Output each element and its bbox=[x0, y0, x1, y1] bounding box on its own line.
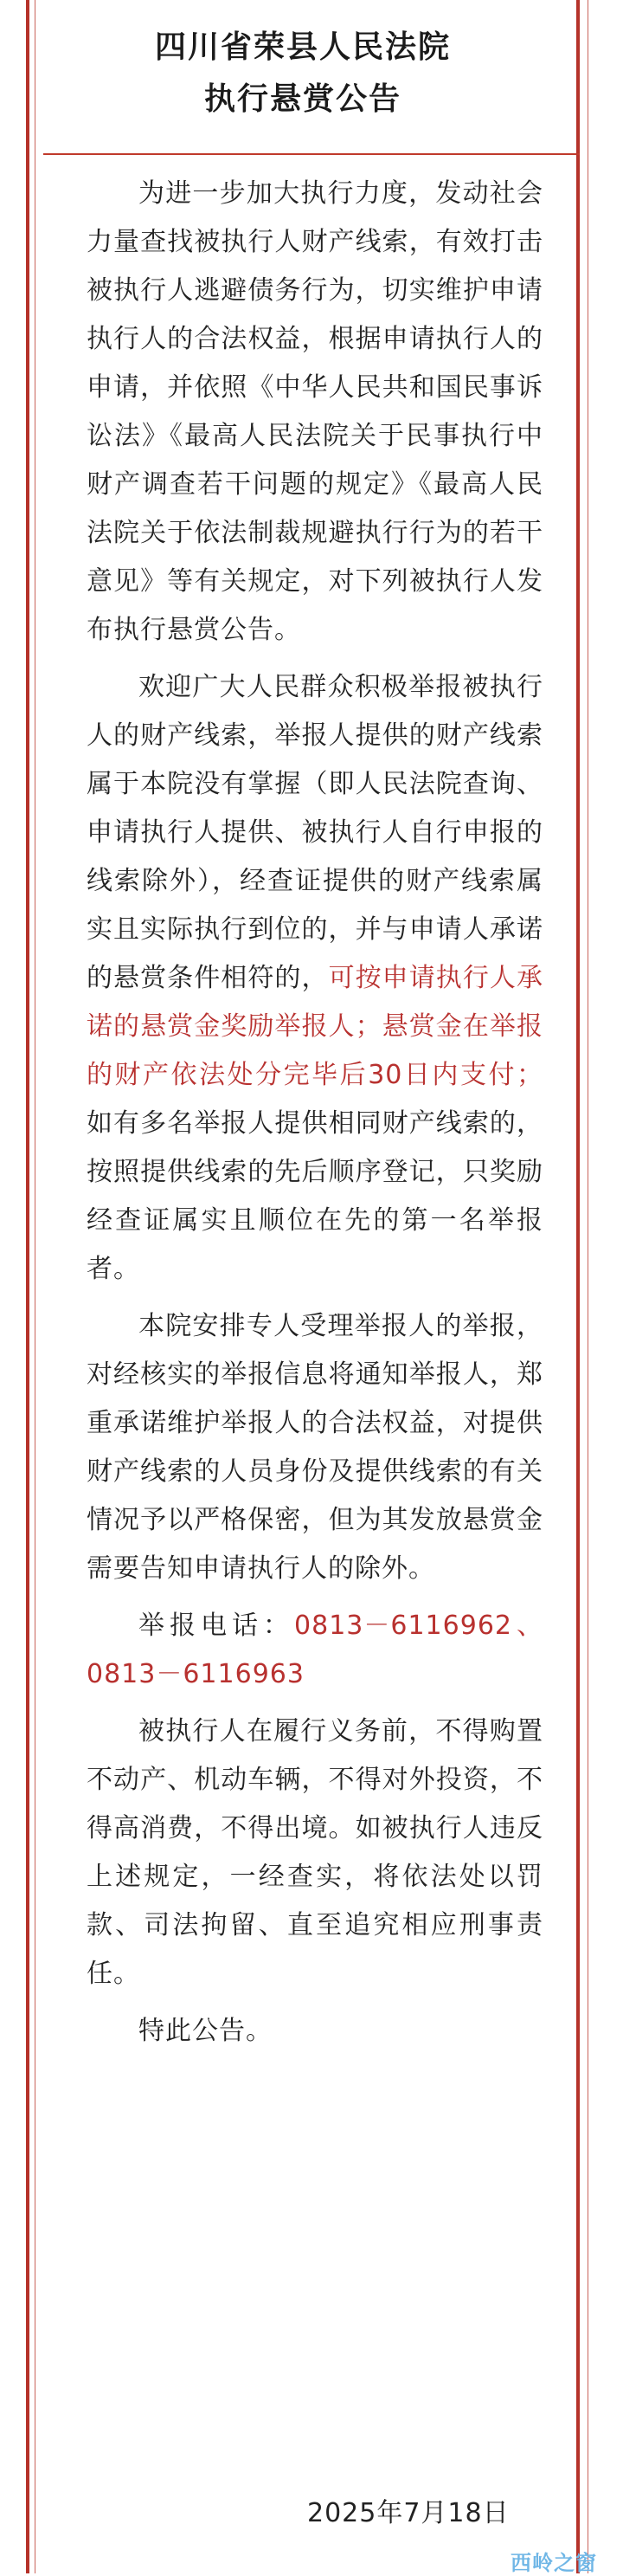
reward-text-part1: 欢迎广大人民群众积极举报被执行人的财产线索，举报人提供的财产线索属于本院没有掌握（即人民法院查询、申请执行人提供、被执行人自行申报的线索除外），经查证提供的财产线索属实且实际执行到位的，并与申请人承诺的悬赏条件相符的， bbox=[87, 672, 543, 993]
court-name-title: 四川省荣县人民法院 bbox=[154, 29, 451, 65]
notice-header bbox=[26, 0, 580, 154]
phone-label: 举报电话： bbox=[138, 1611, 295, 1641]
paragraph-intro: 为进一步加大执行力度，发动社会力量查找被执行人财产线索，有效打击被执行人逃避债务行为，切实维护申请执行人的合法权益，根据申请执行人的申请，并依照《中华人民共和国民事诉讼法》《最高人民法院关于民事执行中财产调查若干问题的规定》《最高人民法院关于依法制裁规避执行行为的若干意见》等有关规定，对下列被执行人发布执行悬赏公告。 bbox=[87, 178, 543, 645]
paragraph-confidentiality: 本院安排专人受理举报人的举报，对经核实的举报信息将通知举报人，郑重承诺维护举报人的合法权益，对提供财产线索的人员身份及提供线索的有关情况予以严格保密，但为其发放悬赏金需要告知申请执行人的除外。 bbox=[87, 1311, 543, 1584]
paragraph-reward bbox=[87, 663, 543, 1294]
source-watermark: 西岭之窗 bbox=[511, 2551, 597, 2575]
paragraph-phone bbox=[87, 1602, 543, 1699]
header-divider bbox=[43, 153, 580, 155]
paragraph-restrictions: 被执行人在履行义务前，不得购置不动产、机动车辆，不得对外投资，不得高消费，不得出境。如被执行人违反上述规定，一经查实，将依法处以罚款、司法拘留、直至追究相应刑事责任。 bbox=[87, 1716, 543, 1989]
notice-date: 2025年7月18日 bbox=[307, 2498, 510, 2528]
reward-text-part2: 如有多名举报人提供相同财产线索的，按照提供线索的先后顺序登记，只奖励经查证属实且顺位在先的第一名举报者。 bbox=[87, 1108, 543, 1284]
paragraph-closing: 特此公告。 bbox=[138, 2016, 273, 2046]
notice-body bbox=[87, 170, 543, 2064]
notice-title: 执行悬赏公告 bbox=[203, 81, 401, 117]
phone-numbers: 0813－6116962、0813－6116963 bbox=[87, 1611, 543, 1689]
reward-highlight: 可按申请执行人承诺的悬赏金奖励举报人；悬赏金在举报的财产依法处分完毕后30日内支付； bbox=[87, 963, 543, 1090]
